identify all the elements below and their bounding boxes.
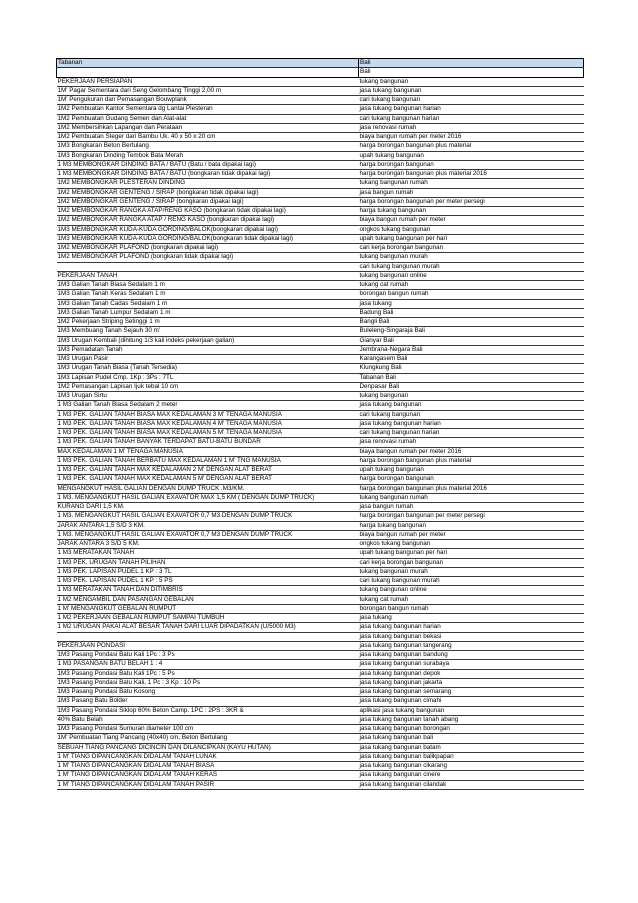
keyword-cell: harga tukang bangunan bbox=[359, 521, 584, 530]
keyword-cell: jasa tukang bangunan bbox=[359, 86, 584, 95]
table-row bbox=[57, 133, 584, 142]
keyword-cell: cari tukang bangunan bbox=[359, 96, 584, 105]
keyword-cell: upah tukang bangunan per hari bbox=[359, 234, 584, 243]
keyword-cell: jasa tukang bangunan batam bbox=[359, 743, 584, 752]
table-row bbox=[57, 595, 584, 604]
keyword-cell: jasa tukang bangunan balikpapan bbox=[359, 752, 584, 761]
keyword-cell: Bangli Bali bbox=[359, 318, 584, 327]
work-item-cell: 1M2 Pemasangan Lapisan Ijuk tebal 10 cm bbox=[57, 382, 359, 391]
table-row bbox=[57, 614, 584, 623]
work-item-cell: 1M2 MEMBONGKAR RANGKA ATAP/RENG KASO (bongkaran tidak dipakai lagi) bbox=[57, 207, 359, 216]
work-item-cell: 1 M3. MENGANGKUT HASIL GALIAN EXAVATOR 0,7 M3 DENGAN DUMP TRUCK bbox=[57, 512, 359, 521]
work-item-cell: 1 M3 PEK. URUGAN TANAH PILIHAN bbox=[57, 558, 359, 567]
work-item-cell: JARAK ANTARA 1,5 S/D 3 KM. bbox=[57, 521, 359, 530]
keyword-cell: harga borongan bangunan bbox=[359, 475, 584, 484]
work-item-cell: 1M2 MEMBONGKAR RANGKA ATAP / RENG KASO (bongkaran dipakai lagi) bbox=[57, 216, 359, 225]
table-row bbox=[57, 77, 584, 86]
keyword-cell: jasa tukang bangunan cikarang bbox=[359, 762, 584, 771]
keyword-cell: borongan bangun rumah bbox=[359, 290, 584, 299]
table-row bbox=[57, 253, 584, 262]
table-row bbox=[57, 151, 584, 160]
keyword-cell: cari kerja borongan bangunan bbox=[359, 244, 584, 253]
table-row bbox=[57, 651, 584, 660]
table-row bbox=[57, 466, 584, 475]
table-row bbox=[57, 715, 584, 724]
price-table bbox=[56, 58, 584, 790]
work-item-cell: 1 M3 PEK. GALIAN TANAH MAX KEDALAMAN 2 M' DENGAN ALAT BERAT bbox=[57, 466, 359, 475]
work-item-cell: 1M3 Pasang Pondasi Batu Kali 1Pc : 5 Ps bbox=[57, 669, 359, 678]
table-row bbox=[57, 290, 584, 299]
work-item-cell: 1M3 Urugan Pasir bbox=[57, 355, 359, 364]
work-item-cell: 1 M3 PASANGAN BATU BELAH 1 : 4 bbox=[57, 660, 359, 669]
table-row bbox=[57, 771, 584, 780]
work-item-cell: 1M3 Bongkaran Dinding Tembok Bata Merah bbox=[57, 151, 359, 160]
keyword-cell: aplikasi jasa tukang bangunan bbox=[359, 706, 584, 715]
header-row bbox=[57, 59, 584, 68]
table-row bbox=[57, 234, 584, 243]
table-row bbox=[57, 762, 584, 771]
work-item-cell: 1M3 MEMBONGKAR KUDA-KUDA GORDING/BALOK(bongkaran tidak dipakai lagi) bbox=[57, 234, 359, 243]
keyword-cell: jasa tukang bangunan cimahi bbox=[359, 697, 584, 706]
table-row bbox=[57, 641, 584, 650]
table-row bbox=[57, 364, 584, 373]
table-row bbox=[57, 123, 584, 132]
work-item-cell: 1M2 Pembuatan Steger dari Bambu Uk. 40 x 50 x 20 cm bbox=[57, 133, 359, 142]
keyword-cell: jasa tukang bangunan semarang bbox=[359, 688, 584, 697]
keyword-cell: cari tukang bangunan bbox=[359, 410, 584, 419]
work-item-cell: 1M2 Membersihkan Lapangan dan Perataan bbox=[57, 123, 359, 132]
table-row bbox=[57, 678, 584, 687]
work-item-cell: 1 M3 MEMBONGKAR DINDING BATA / BATU (Batu / bata dipakai lagi) bbox=[57, 160, 359, 169]
table-row bbox=[57, 429, 584, 438]
work-item-cell: 1 M' MENGANGKUT GEBALAN RUMPUT bbox=[57, 604, 359, 613]
work-item-cell: 1 M3 PEK. GALIAN TANAH MAX KEDALAMAN 5 M' DENGAN ALAT BERAT bbox=[57, 475, 359, 484]
table-row bbox=[57, 752, 584, 761]
subheader-cell-province: Bali bbox=[359, 68, 584, 77]
work-item-cell: 1 M3 PEK. GALIAN TANAH BIASA MAX KEDALAMAN 5 M' TENAGA MANUSIA bbox=[57, 429, 359, 438]
table-row bbox=[57, 706, 584, 715]
keyword-cell: jasa tukang bangunan cilandak bbox=[359, 780, 584, 789]
table-row bbox=[57, 512, 584, 521]
work-item-cell: PEKERJAAN PONDASI bbox=[57, 641, 359, 650]
work-item-cell: 1 M' TIANG DIPANCANGKAN DIDALAM TANAH BIASA bbox=[57, 762, 359, 771]
keyword-cell: cari tukang bangunan harian bbox=[359, 429, 584, 438]
table-row bbox=[57, 401, 584, 410]
table-row bbox=[57, 688, 584, 697]
work-item-cell: 1M3 Pasang Pondasi Siklop 60% Beton Camp. 1PC : 2PS : 3KR & bbox=[57, 706, 359, 715]
keyword-cell: jasa renovasi rumah bbox=[359, 123, 584, 132]
keyword-cell: jasa bangun rumah bbox=[359, 188, 584, 197]
table-row bbox=[57, 493, 584, 502]
keyword-cell: jasa tukang bbox=[359, 299, 584, 308]
work-item-cell: MAX KEDALAMAN 1 M' TENAGA MANUSIA bbox=[57, 447, 359, 456]
keyword-cell: jasa tukang bangunan harian bbox=[359, 623, 584, 632]
keyword-cell: cari tukang bangunan murah bbox=[359, 262, 584, 271]
work-item-cell: 1 M3 PEK. GALIAN TANAH BANYAK TERDAPAT BATU-BATU BUNDAR bbox=[57, 438, 359, 447]
keyword-cell: biaya bangun rumah per meter bbox=[359, 216, 584, 225]
table-row bbox=[57, 725, 584, 734]
table-row bbox=[57, 549, 584, 558]
table-row bbox=[57, 299, 584, 308]
table-row bbox=[57, 114, 584, 123]
table-row bbox=[57, 456, 584, 465]
work-item-cell: SEBUAH TIANG PANCANG DICINCIN DAN DILANCIPKAN (KAYU HUTAN) bbox=[57, 743, 359, 752]
work-item-cell: 1M3 Lapisan Pudel Cmp. 1Kp : 3Ps : 7TL bbox=[57, 373, 359, 382]
work-item-cell: 1M3 Bongkaran Beton Bertulang bbox=[57, 142, 359, 151]
keyword-cell: tukang cat rumah bbox=[359, 281, 584, 290]
keyword-cell: jasa tukang bangunan jakarta bbox=[359, 678, 584, 687]
keyword-cell: tukang bangunan rumah bbox=[359, 493, 584, 502]
table-row bbox=[57, 780, 584, 789]
keyword-cell: cari kerja borongan bangunan bbox=[359, 558, 584, 567]
work-item-cell: 1M' Pembuatan Tiang Pancang (40x40) cm, Beton Bertulang bbox=[57, 734, 359, 743]
work-item-cell: 1 M3 MERATAKAN TANAH DAN DITIMBRIS bbox=[57, 586, 359, 595]
table-row bbox=[57, 623, 584, 632]
table-row bbox=[57, 521, 584, 530]
work-item-cell: 1M2 MEMBONGKAR GENTENG / SIRAP (bongkaran tidak dipakai lagi) bbox=[57, 188, 359, 197]
work-item-cell: 1 M' TIANG DIPANCANGKAN DIDALAM TANAH PASIR bbox=[57, 780, 359, 789]
table-row bbox=[57, 392, 584, 401]
table-row bbox=[57, 244, 584, 253]
keyword-cell: jasa tukang bangunan borongan bbox=[359, 725, 584, 734]
table-row bbox=[57, 96, 584, 105]
keyword-cell: jasa tukang bangunan harian bbox=[359, 419, 584, 428]
table-row bbox=[57, 669, 584, 678]
keyword-cell: Gianyar Bali bbox=[359, 336, 584, 345]
table-row bbox=[57, 225, 584, 234]
table-row bbox=[57, 188, 584, 197]
table-row bbox=[57, 604, 584, 613]
table-row bbox=[57, 743, 584, 752]
keyword-cell: ongkos tukang bangunan bbox=[359, 225, 584, 234]
table-row bbox=[57, 419, 584, 428]
table-row bbox=[57, 503, 584, 512]
table-row bbox=[57, 262, 584, 271]
subheader-cell-empty bbox=[57, 68, 359, 77]
work-item-cell: 1 M3 PEK. GALIAN TANAH BERBATU MAX KEDALAMAN 1 M' TNG MANUSIA bbox=[57, 456, 359, 465]
work-item-cell: 1M3 Galian Tanah Biasa Sedalam 1 m bbox=[57, 281, 359, 290]
table-row bbox=[57, 660, 584, 669]
keyword-cell: tukang cat rumah bbox=[359, 595, 584, 604]
work-item-cell: PEKERJAAN PERSIAPAN bbox=[57, 77, 359, 86]
keyword-cell: jasa tukang bbox=[359, 614, 584, 623]
keyword-cell: harga borongan bangunan plus material 2016 bbox=[359, 170, 584, 179]
keyword-cell: harga borongan bangunan plus material bbox=[359, 142, 584, 151]
table-row bbox=[57, 197, 584, 206]
table-row bbox=[57, 216, 584, 225]
header-cell-region: Tabanan bbox=[57, 59, 359, 68]
work-item-cell: 1M3 Pasang Pondasi Sumuran diameter 100 cm bbox=[57, 725, 359, 734]
keyword-cell: Buleleng-Singaraja Bali bbox=[359, 327, 584, 336]
keyword-cell: tukang bangunan bbox=[359, 392, 584, 401]
work-item-cell: 1 M3 PEK. LAPISAN PUDEL 1 KP : 3 TL bbox=[57, 567, 359, 576]
keyword-cell: upah tukang bangunan bbox=[359, 466, 584, 475]
work-item-cell: 1M2 MEMBONGKAR GENTENG / SIRAP (bongkaran dipakai lagi) bbox=[57, 197, 359, 206]
table-row bbox=[57, 438, 584, 447]
table-row bbox=[57, 558, 584, 567]
keyword-cell: jasa tukang bangunan bali bbox=[359, 734, 584, 743]
keyword-cell: borongan bangun rumah bbox=[359, 604, 584, 613]
keyword-cell: upah tukang bangunan bbox=[359, 151, 584, 160]
keyword-cell: jasa tukang bangunan tanah abang bbox=[359, 715, 584, 724]
work-item-cell: PEKERJAAN TANAH bbox=[57, 271, 359, 280]
work-item-cell: 1 M' TIANG DIPANCANGKAN DIDALAM TANAH LUNAK bbox=[57, 752, 359, 761]
keyword-cell: Karangasem Bali bbox=[359, 355, 584, 364]
work-item-cell: 1M3 Pasang Pondasi Batu Kosong bbox=[57, 688, 359, 697]
work-item-cell: 1M3 Galian Tanah Keras Sedalam 1 m bbox=[57, 290, 359, 299]
work-item-cell: 1 M2 PEKERJAAN GEBALAN RUMPUT SAMPAI TUMBUH bbox=[57, 614, 359, 623]
keyword-cell: cari tukang bangunan murah bbox=[359, 577, 584, 586]
keyword-cell: jasa bangun rumah bbox=[359, 503, 584, 512]
table-row bbox=[57, 540, 584, 549]
work-item-cell: JARAK ANTARA 3 S/D 5 KM. bbox=[57, 540, 359, 549]
work-item-cell: 1M2 Pembuatan Kantor Sementara dg Lantai Plesteran bbox=[57, 105, 359, 114]
header-cell-province: Bali bbox=[359, 59, 584, 68]
work-item-cell: 1M3 Pasang Batu Bolder bbox=[57, 697, 359, 706]
table-row bbox=[57, 447, 584, 456]
work-item-cell bbox=[57, 632, 359, 641]
keyword-cell: tukang bangunan murah bbox=[359, 253, 584, 262]
table-row bbox=[57, 170, 584, 179]
keyword-cell: cari tukang bangunan harian bbox=[359, 114, 584, 123]
work-item-cell: 1M3 Membuang Tanah Sejauh 30 m' bbox=[57, 327, 359, 336]
table-row bbox=[57, 281, 584, 290]
keyword-cell: harga borongan bangunan plus material bbox=[359, 456, 584, 465]
table-row bbox=[57, 475, 584, 484]
table-row bbox=[57, 632, 584, 641]
keyword-cell: tukang bangunan online bbox=[359, 271, 584, 280]
table-row bbox=[57, 382, 584, 391]
work-item-cell: 1M3 Galian Tanah Cadas Sedalam 1 m bbox=[57, 299, 359, 308]
keyword-cell: harga tukang bangunan bbox=[359, 207, 584, 216]
table-row bbox=[57, 336, 584, 345]
keyword-cell: harga borongan bangunan plus material 2016 bbox=[359, 484, 584, 493]
table-row bbox=[57, 86, 584, 95]
work-item-cell: 1 M3 MEMBONGKAR DINDING BATA / BATU (bongkaran tidak dipakai lagi) bbox=[57, 170, 359, 179]
work-item-cell: 1 M3. MENGANGKUT HASIL GALIAN EXAVATOR MAX 1,5 KM ( DENGAN DUMP TRUCK) bbox=[57, 493, 359, 502]
keyword-cell: Klungkung Bali bbox=[359, 364, 584, 373]
work-item-cell: 1M3 Urugan Sirtu bbox=[57, 392, 359, 401]
work-item-cell: 1 M3 PEK. GALIAN TANAH BIASA MAX KEDALAMAN 4 M' TENAGA MANUSIA bbox=[57, 419, 359, 428]
work-item-cell: 1M3 Pemadatan Tanah bbox=[57, 345, 359, 354]
keyword-cell: harga borongan bangunan per meter persegi bbox=[359, 197, 584, 206]
keyword-cell: jasa tukang bangunan bandung bbox=[359, 651, 584, 660]
table-row bbox=[57, 142, 584, 151]
work-item-cell: 1 M2 URUGAN PAKAI ALAT BESAR TANAH DARI LUAR DIPADATKAN (U/5000 M3) bbox=[57, 623, 359, 632]
spreadsheet bbox=[56, 58, 583, 790]
keyword-cell: jasa tukang bangunan cinere bbox=[359, 771, 584, 780]
work-item-cell: KURANG DARI 1,5 KM. bbox=[57, 503, 359, 512]
table-row bbox=[57, 734, 584, 743]
work-item-cell: 1 M2 MENGAMBIL DAN PASANGAN GEBALAN bbox=[57, 595, 359, 604]
table-row bbox=[57, 327, 584, 336]
work-item-cell: 1 M3 PEK. LAPISAN PUDEL 1 KP : 5 PS bbox=[57, 577, 359, 586]
work-item-cell: 1M2 MEMBONGKAR PLAFOND (bongkaran tidak dipakai lagi) bbox=[57, 253, 359, 262]
keyword-cell: biaya bangun rumah per meter 2016 bbox=[359, 133, 584, 142]
work-item-cell: 1M3 Galian Tanah Lumpur Sedalam 1 m bbox=[57, 308, 359, 317]
keyword-cell: jasa tukang bangunan surabaya bbox=[359, 660, 584, 669]
keyword-cell: jasa tukang bangunan bekasi bbox=[359, 632, 584, 641]
work-item-cell: 1M' Pagar Sementara dari Seng Gelombang Tinggi 2,00 m bbox=[57, 86, 359, 95]
work-item-cell: 1M' Pengukuran dan Pemasangan Bouwplank bbox=[57, 96, 359, 105]
work-item-cell: 1M2 MEMBONGKAR PLESTERAN DINDING bbox=[57, 179, 359, 188]
table-row bbox=[57, 567, 584, 576]
keyword-cell: tukang bangunan murah bbox=[359, 567, 584, 576]
work-item-cell: 1 M' TIANG DIPANCANGKAN DIDALAM TANAH KERAS bbox=[57, 771, 359, 780]
work-item-cell: 1 M3 MERATAKAN TANAH bbox=[57, 549, 359, 558]
keyword-cell: Badung Bali bbox=[359, 308, 584, 317]
table-row bbox=[57, 410, 584, 419]
keyword-cell: tukang bangunan rumah bbox=[359, 179, 584, 188]
work-item-cell: 1M2 MEMBONGKAR PLAFOND (bongkaran dipakai lagi) bbox=[57, 244, 359, 253]
table-row bbox=[57, 318, 584, 327]
table-row bbox=[57, 207, 584, 216]
keyword-cell: upah tukang bangunan per hari bbox=[359, 549, 584, 558]
keyword-cell: tukang bangunan bbox=[359, 77, 584, 86]
table-row bbox=[57, 271, 584, 280]
table-row bbox=[57, 308, 584, 317]
table-row bbox=[57, 577, 584, 586]
work-item-cell: 1M3 Urugan Tanah Biasa (Tanah Tersedia) bbox=[57, 364, 359, 373]
keyword-cell: biaya bangun rumah per meter bbox=[359, 530, 584, 539]
work-item-cell: 1 M3 Galian Tanah Biasa Sedalam 2 meter bbox=[57, 401, 359, 410]
work-item-cell: 1 M3. MENGANGKUT HASIL GALIAN EXAVATOR 0,7 M3 DENGAN DUMP TRUCK bbox=[57, 530, 359, 539]
work-item-cell: 1M3 MEMBONGKAR KUDA-KUDA GORDING/BALOK(bongkaran dipakai lagi) bbox=[57, 225, 359, 234]
keyword-cell: jasa tukang bangunan tangerang bbox=[359, 641, 584, 650]
table-row bbox=[57, 586, 584, 595]
keyword-cell: Tabanan Bali bbox=[359, 373, 584, 382]
keyword-cell: biaya bangun rumah per meter 2016 bbox=[359, 447, 584, 456]
table-row bbox=[57, 160, 584, 169]
keyword-cell: ongkos tukang bangunan bbox=[359, 540, 584, 549]
work-item-cell: 1M2 Pekerjaan Striping Setinggi 1 m bbox=[57, 318, 359, 327]
table-row bbox=[57, 484, 584, 493]
table-row bbox=[57, 355, 584, 364]
work-item-cell: MENGANGKUT HASIL GALIAN DENGAN DUMP TRUCK .M3/KM. bbox=[57, 484, 359, 493]
work-item-cell: 40% Batu Belah bbox=[57, 715, 359, 724]
keyword-cell: jasa tukang bangunan depok bbox=[359, 669, 584, 678]
work-item-cell bbox=[57, 262, 359, 271]
table-row bbox=[57, 697, 584, 706]
keyword-cell: jasa tukang bangunan harian bbox=[359, 105, 584, 114]
keyword-cell: jasa renovasi rumah bbox=[359, 438, 584, 447]
table-row bbox=[57, 105, 584, 114]
work-item-cell: 1M3 Pasang Pondasi Batu Kali 1Pc : 3 Ps bbox=[57, 651, 359, 660]
keyword-cell: tukang bangunan online bbox=[359, 586, 584, 595]
table-row bbox=[57, 345, 584, 354]
work-item-cell: 1M3 Pasang Pondasi Batu Kali, 1 Pc : 3 Kp : 10 Ps bbox=[57, 678, 359, 687]
work-item-cell: 1 M3 PEK. GALIAN TANAH BIASA MAX KEDALAMAN 3 M' TENAGA MANUSIA bbox=[57, 410, 359, 419]
table-row bbox=[57, 179, 584, 188]
work-item-cell: 1M3 Urugan Kembali (dihitung 1/3 kali indeks pekerjaan galian) bbox=[57, 336, 359, 345]
keyword-cell: Denpasar Bali bbox=[359, 382, 584, 391]
keyword-cell: harga borongan bangunan per meter persegi bbox=[359, 512, 584, 521]
subheader-row bbox=[57, 68, 584, 77]
keyword-cell: harga borongan bangunan bbox=[359, 160, 584, 169]
keyword-cell: Jembrana-Negara Bali bbox=[359, 345, 584, 354]
table-row bbox=[57, 530, 584, 539]
table-row bbox=[57, 373, 584, 382]
keyword-cell: jasa tukang bangunan bbox=[359, 401, 584, 410]
work-item-cell: 1M2 Pembuatan Gudang Semen dan Alat-alat bbox=[57, 114, 359, 123]
